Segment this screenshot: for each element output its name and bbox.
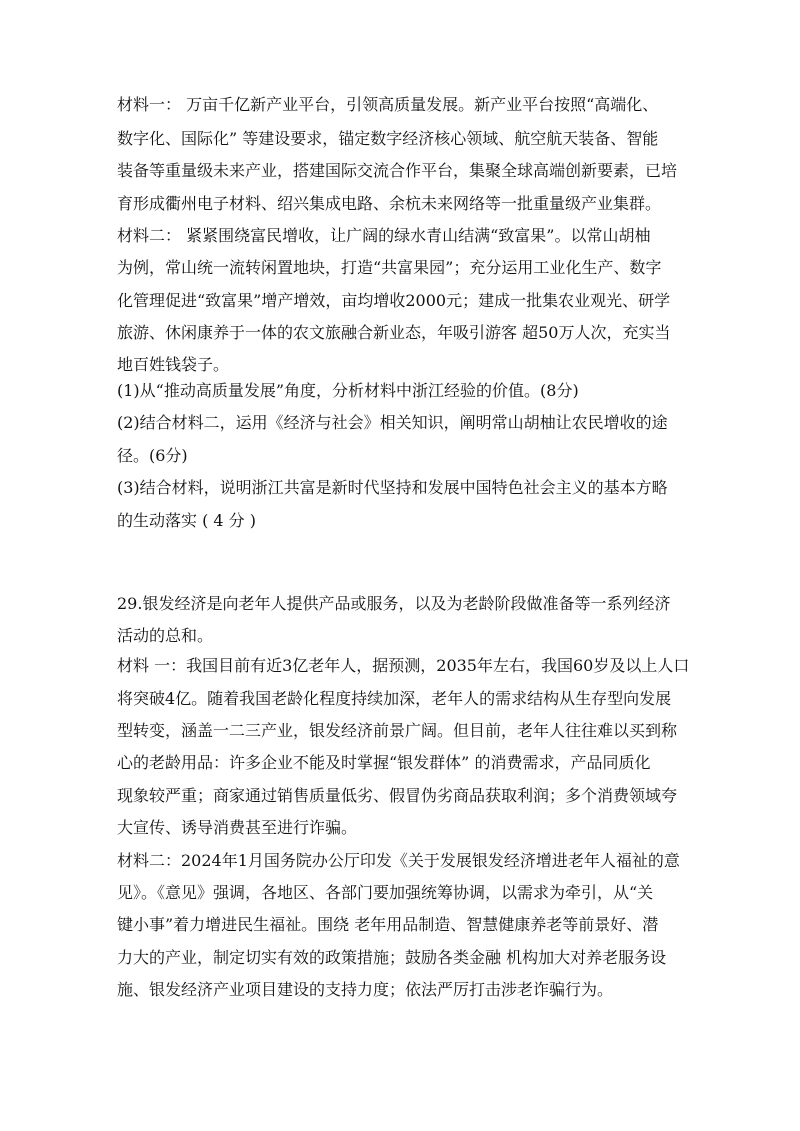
text-line: 见》。《意见》强调，各地区、各部门要加强统筹协调，以需求为牵引，从“关	[117, 883, 654, 902]
question-3-cont: 的生动落实 ( 4 分 )	[117, 511, 257, 530]
text-line: 旅游、休闲康养于一体的农文旅融合新业态，年吸引游客 超50万人次，充实当	[117, 323, 671, 342]
text-line: 心的老龄用品：许多企业不能及时掌握“银发群体” 的消费需求，产品同质化	[117, 753, 651, 772]
question-1: (1)从“推动高质量发展”角度，分析材料中浙江经验的价值。(8分)	[117, 381, 579, 400]
text-line: 材料一： 万亩千亿新产业平台，引领高质量发展。新产业平台按照“高端化、	[117, 95, 659, 114]
text-line: 将突破4亿。随着我国老龄化程度持续加深，老年人的需求结构从生存型向发展	[117, 689, 672, 708]
text-line: 化管理促进“致富果”增产增效，亩均增收2000元；建成一批集农业观光、研学	[117, 291, 671, 310]
text-line: 育形成衢州电子材料、绍兴集成电路、余杭未来网络等一批重量级产业集群。	[117, 194, 662, 213]
text-line: 装备等重量级未来产业，搭建国际交流合作平台，集聚全球高端创新要素，已培	[117, 161, 678, 180]
text-line: 力大的产业，制定切实有效的政策措施；鼓励各类金融 机构加大对养老服务设	[117, 948, 667, 967]
text-line: 地百姓钱袋子。	[117, 355, 230, 374]
question-2: (2)结合材料二，运用《经济与社会》相关知识，阐明常山胡柚让农民增收的途	[117, 413, 668, 432]
text-line: 材料二： 紧紧围绕富民增收，让广阔的绿水青山结满“致富果”。以常山胡柚	[117, 226, 651, 245]
question-2-cont: 径。(6分)	[117, 446, 188, 465]
text-line: 材料 一：我国目前有近3亿老年人，据预测，2035年左右，我国60岁及以上人口	[117, 656, 690, 675]
text-line: 为例，常山统一流转闲置地块，打造“共富果园”；充分运用工业化生产、数字	[117, 258, 662, 277]
text-line: 键小事”着力增进民生福祉。围绕 老年用品制造、智慧健康养老等前景好、潜	[117, 915, 659, 934]
text-line: 材料二：2024年1月国务院办公厅印发《关于发展银发经济增进老年人福祉的意	[117, 851, 680, 870]
text-line: 大宣传、诱导消费甚至进行诈骗。	[117, 818, 358, 837]
text-line: 型转变，涵盖一二三产业，银发经济前景广阔。但目前，老年人往往难以买到称	[117, 721, 678, 740]
text-line: 活动的总和。	[117, 626, 214, 645]
text-line: 施、银发经济产业项目建设的支持力度；依法严厉打击涉老诈骗行为。	[117, 980, 614, 999]
text-line: 现象较严重；商家通过销售质量低劣、假冒伪劣商品获取利润；多个消费领域夸	[117, 786, 678, 805]
text-line: 29.银发经济是向老年人提供产品或服务，以及为老龄阶段做准备等一系列经济	[117, 594, 671, 613]
question-3: (3)结合材料，说明浙江共富是新时代坚持和发展中国特色社会主义的基本方略	[117, 478, 668, 497]
text-line: 数字化、国际化” 等建设要求，锚定数字经济核心领域、航空航天装备、智能	[117, 129, 659, 148]
